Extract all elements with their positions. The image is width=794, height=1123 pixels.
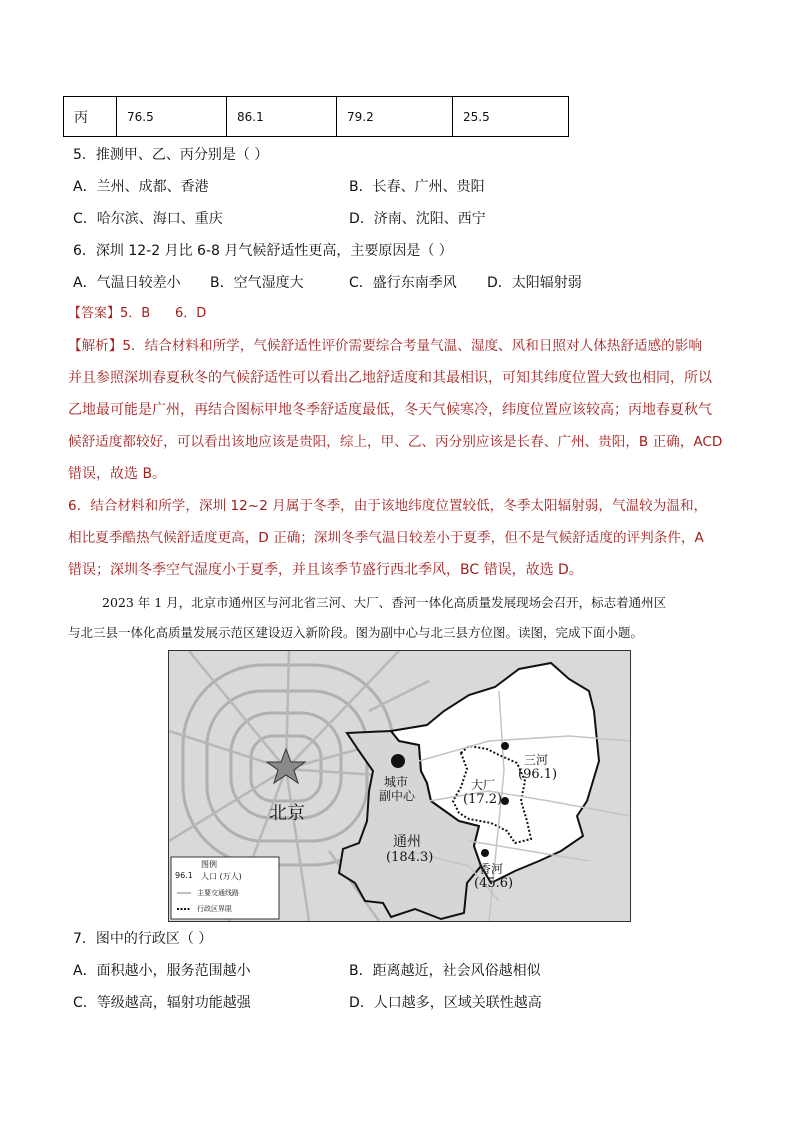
analysis-line: 候舒适度都较好，可以看出该地应该是贵阳，综上，甲、乙、丙分别应该是长春、广州、贵阳，B 正确，ACD [68, 434, 723, 450]
question-5-option-b: B．长春、广州、贵阳 [349, 179, 485, 195]
analysis-line: 【解析】5．结合材料和所学，气候舒适性评价需要综合考量气温、湿度、风和日照对人体热舒适感的影响 [68, 338, 702, 354]
question-7-stem: 7．图中的行政区（ ） [73, 931, 213, 947]
legend-pop-value: 96.1 [175, 871, 193, 880]
question-5-stem: 5．推测甲、乙、丙分别是（ ） [73, 147, 269, 163]
answer-key: 【答案】5．B 6．D [68, 306, 207, 321]
question-7-option-d: D．人口越多，区域关联性越高 [349, 995, 542, 1011]
analysis-line: 错误，故选 B。 [68, 466, 167, 482]
beijing-label: 北京 [269, 803, 305, 824]
question-6-option-c: C．盛行东南季风 [349, 275, 457, 291]
question-7-option-b: B．距离越近，社会风俗越相似 [349, 963, 541, 979]
question-6-stem: 6．深圳 12-2 月比 6-8 月气候舒适性更高，主要原因是（ ） [73, 243, 453, 259]
question-7-option-a: A．面积越小，服务范围越小 [73, 963, 251, 979]
dachang-population: (17.2) [463, 792, 503, 807]
question-6-option-b: B．空气湿度大 [210, 275, 304, 291]
question-5-option-d: D．济南、沈阳、西宁 [349, 211, 486, 227]
question-5-option-c: C．哈尔滨、海口、重庆 [73, 211, 223, 227]
sub-center-dot-icon [391, 754, 405, 768]
table-row [64, 97, 569, 137]
legend-boundary-label: 行政区界限 [197, 905, 232, 913]
radial-road [286, 769, 309, 921]
legend-road-label: 主要交通线路 [197, 889, 239, 897]
analysis-line: 并且参照深圳春夏秋冬的气候舒适性可以看出乙地舒适度和其最相识，可知其纬度位置大致也相同，所以 [68, 370, 712, 386]
analysis-line: 相比夏季酷热气候舒适度更高，D 正确；深圳冬季气温日较差小于夏季，但不是气候舒适度的评判条件，A [68, 530, 704, 546]
sub-center-label: 城市 [384, 775, 409, 789]
analysis-line: 乙地最可能是广州，再结合图标甲地冬季舒适度最低，冬天气候寒冷，纬度位置应该较高；丙地春夏秋气 [68, 402, 712, 418]
tongzhou-label: 通州 [393, 834, 421, 850]
intro-passage [68, 588, 748, 648]
question-6-option-d: D．太阳辐射弱 [487, 275, 582, 291]
question-7-option-c: C．等级越高，辐射功能越强 [73, 995, 251, 1011]
analysis-line: 错误；深圳冬季空气湿度小于夏季，并且该季节盛行西北季风，BC 错误，故选 D。 [68, 562, 583, 578]
table-cell: 79.2 [337, 97, 453, 137]
question-5-option-a: A．兰州、成都、香港 [73, 179, 209, 195]
intro-line: 2023 年 1 月，北京市通州区与河北省三河、大厂、香河一体化高质量发展现场会召开，标志着通州区 [102, 595, 667, 610]
tongzhou-population: (184.3) [386, 850, 434, 865]
legend-title: 图例 [201, 860, 217, 869]
table-row-label: 丙 [64, 97, 117, 137]
table-cell: 86.1 [227, 97, 337, 137]
sub-center-label: 副中心 [379, 789, 416, 803]
xianghe-label: 香河 [479, 862, 504, 876]
table-cell: 76.5 [117, 97, 227, 137]
sanhe-dot-icon [501, 742, 509, 750]
legend-pop-label: 人口 (万人) [201, 872, 242, 881]
xianghe-dot-icon [481, 849, 489, 857]
table-cell: 25.5 [453, 97, 569, 137]
location-map [168, 650, 631, 922]
sanhe-population: (96.1) [518, 767, 558, 782]
analysis-6 [68, 490, 728, 586]
xianghe-population: (45.6) [474, 876, 514, 891]
question-6-option-a: A．气温日较差小 [73, 275, 181, 291]
dachang-dot-icon [501, 797, 509, 805]
analysis-line: 6．结合材料和所学，深圳 12~2 月属于冬季，由于该地纬度位置较低，冬季太阳辐射弱，气温较为温和， [68, 498, 708, 514]
intro-line: 与北三县一体化高质量发展示范区建设迈入新阶段。图为副中心与北三县方位图。读图，完成下面小题。 [68, 625, 644, 640]
data-table [63, 96, 569, 137]
dachang-label: 大厂 [471, 778, 496, 792]
analysis-5 [68, 330, 728, 490]
sanhe-label: 三河 [524, 753, 549, 767]
